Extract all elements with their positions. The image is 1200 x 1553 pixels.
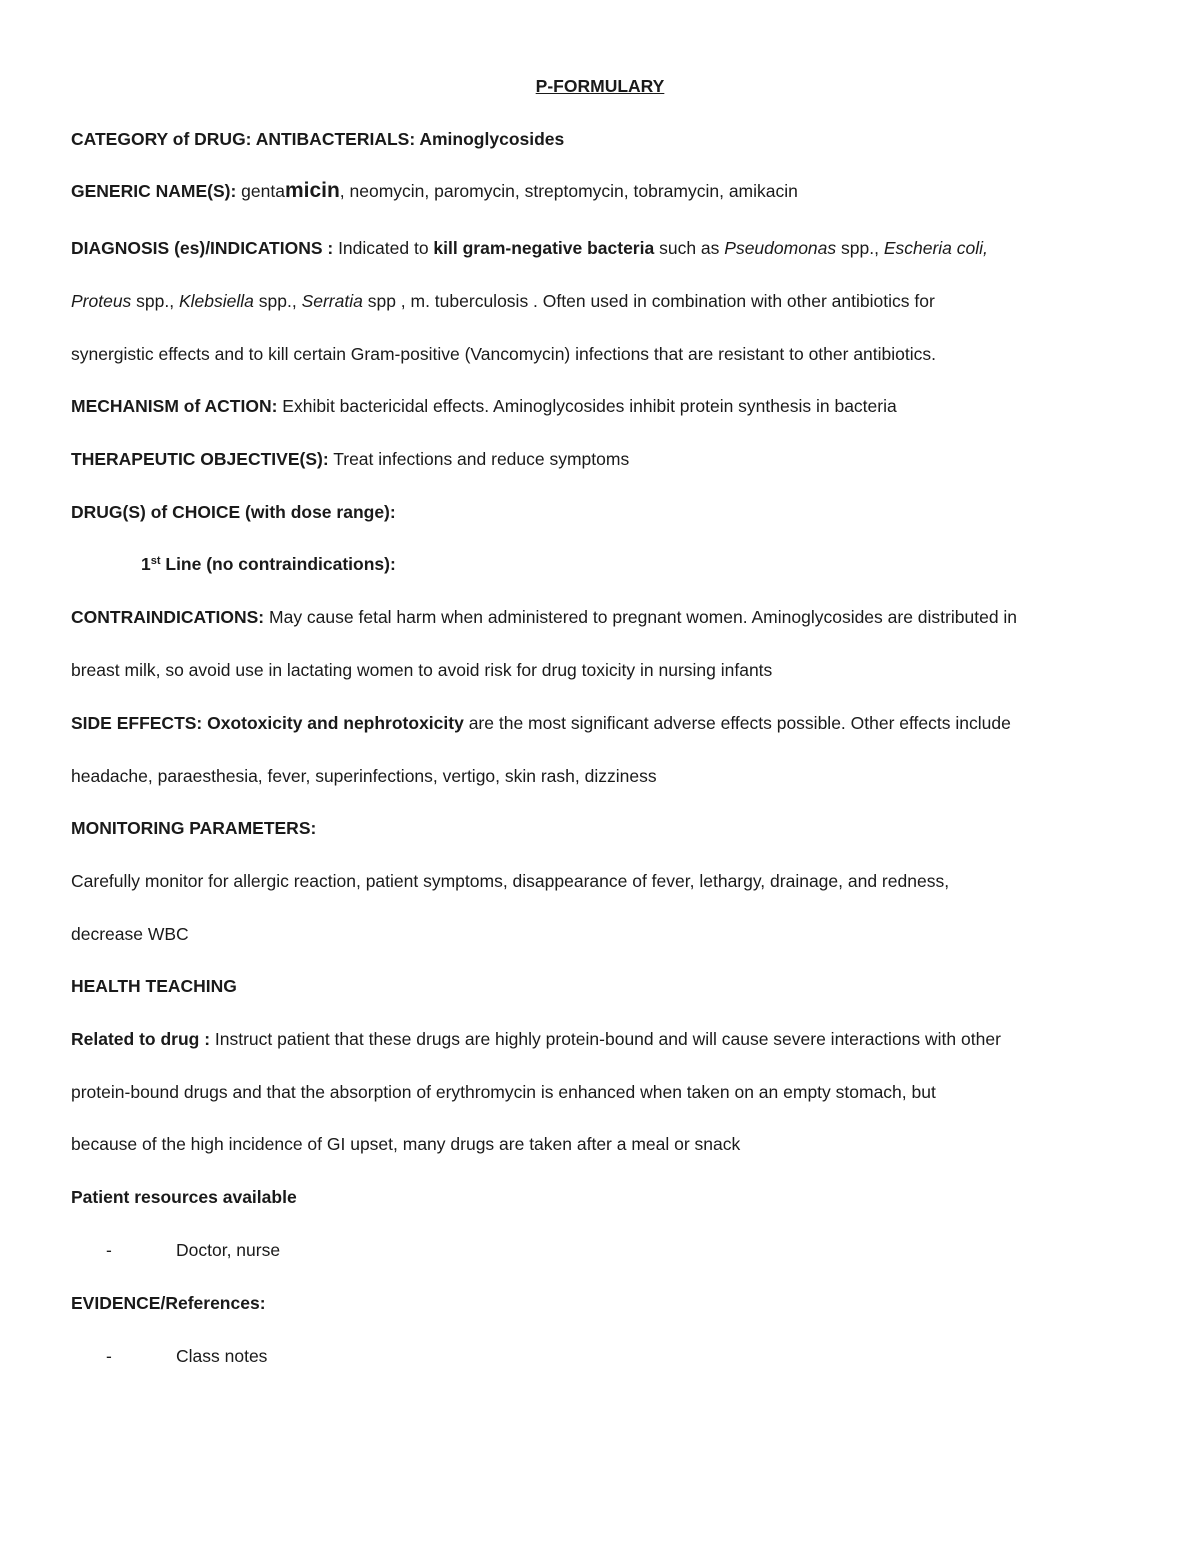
diagnosis-organism-3: Proteus — [71, 291, 132, 311]
objective-line — [71, 448, 629, 470]
diagnosis-text-a: Indicated to — [333, 238, 434, 258]
diagnosis-text-c: such as — [654, 238, 725, 258]
diagnosis-text-e: spp., — [836, 238, 884, 258]
related-line-3: because of the high incidence of GI upset, many drugs are taken after a meal or snack — [71, 1134, 741, 1154]
generic-rest: , neomycin, paromycin, streptomycin, tobramycin, amikacin — [339, 181, 798, 201]
objective-label: THERAPEUTIC OBJECTIVE(S): — [71, 449, 329, 469]
diagnosis-text-bold: kill gram-negative bacteria — [433, 238, 655, 258]
resources-bullet: - — [106, 1240, 112, 1260]
evidence-item-text: Class notes — [176, 1346, 268, 1366]
first-line-text: Line (no contraindications): — [160, 554, 396, 574]
drug-choice-line: DRUG(S) of CHOICE (with dose range): — [71, 502, 396, 522]
objective-text: Treat infections and reduce symptoms — [328, 449, 630, 469]
diagnosis-line-3: synergistic effects and to kill certain Gram-positive (Vancomycin) infections that are resistant to other antibiotics. — [71, 344, 937, 364]
contraindications-label: CONTRAINDICATIONS: — [71, 607, 265, 627]
diagnosis-organism-4: Klebsiella — [178, 291, 254, 311]
diagnosis-text-l2d: spp., — [253, 291, 302, 311]
side-effects-label: SIDE EFFECTS: Oxotoxicity and nephrotoxicity — [71, 713, 464, 733]
side-effects-line-1 — [71, 712, 1011, 734]
resources-item-text: Doctor, nurse — [176, 1240, 281, 1260]
monitoring-label: MONITORING PARAMETERS: — [71, 818, 317, 838]
contraindications-line-2: breast milk, so avoid use in lactating women to avoid risk for drug toxicity in nursing infants — [71, 660, 773, 680]
mechanism-label: MECHANISM of ACTION: — [71, 396, 278, 416]
related-line-1 — [71, 1028, 1001, 1050]
contraindications-text-1: May cause fetal harm when administered to pregnant women. Aminoglycosides are distributed in — [264, 607, 1018, 627]
first-line-sup: st — [150, 555, 161, 567]
diagnosis-organism-5: Serratia — [301, 291, 363, 311]
generic-name-label: GENERIC NAME(S): — [71, 181, 237, 201]
monitoring-line-1: Carefully monitor for allergic reaction, patient symptoms, disappearance of fever, lethargy, drainage, and redness, — [71, 871, 950, 891]
monitoring-line-2: decrease WBC — [71, 924, 189, 944]
diagnosis-organism-1: Pseudomonas — [724, 238, 837, 258]
generic-first-emphasis: micin — [284, 179, 340, 202]
diagnosis-label: DIAGNOSIS (es)/INDICATIONS : — [71, 238, 334, 258]
category-line: CATEGORY of DRUG: ANTIBACTERIALS: Aminoglycosides — [71, 129, 565, 149]
side-effects-line-2: headache, paraesthesia, fever, superinfections, vertigo, skin rash, dizziness — [71, 766, 657, 786]
first-line-line — [141, 553, 396, 575]
related-label: Related to drug : — [71, 1029, 211, 1049]
contraindications-line-1 — [71, 606, 1017, 628]
resources-list-item — [106, 1239, 280, 1261]
generic-first-pre: genta — [236, 181, 285, 201]
side-effects-text-1: are the most significant adverse effects possible. Other effects include — [463, 713, 1011, 733]
document-title: P-FORMULARY — [535, 76, 665, 96]
first-line-num: 1 — [141, 554, 151, 574]
mechanism-line — [71, 395, 897, 417]
diagnosis-line-1 — [71, 237, 988, 259]
diagnosis-text-l2f: spp , m. tuberculosis . Often used in combination with other antibiotics for — [362, 291, 935, 311]
diagnosis-line-2 — [71, 290, 935, 312]
evidence-list-item — [106, 1345, 267, 1367]
resources-label: Patient resources available — [71, 1187, 297, 1207]
health-teaching-label: HEALTH TEACHING — [71, 976, 237, 996]
related-text-1: Instruct patient that these drugs are highly protein-bound and will cause severe interactions with other — [210, 1029, 1001, 1049]
evidence-bullet: - — [106, 1346, 112, 1366]
diagnosis-text-l2b: spp., — [131, 291, 179, 311]
generic-name-line — [71, 180, 798, 202]
mechanism-text: Exhibit bactericidal effects. Aminoglycosides inhibit protein synthesis in bacteria — [277, 396, 897, 416]
evidence-label: EVIDENCE/References: — [71, 1293, 266, 1313]
diagnosis-organism-2: Escheria coli, — [883, 238, 988, 258]
related-line-2: protein-bound drugs and that the absorption of erythromycin is enhanced when taken on an empty stomach, but — [71, 1082, 936, 1102]
